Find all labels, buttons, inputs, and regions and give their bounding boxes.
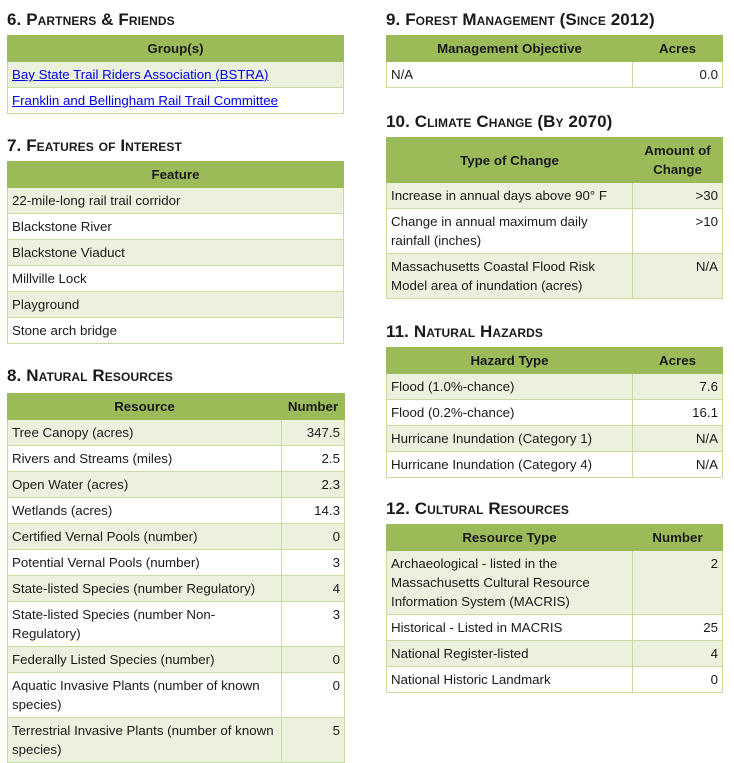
cultural-label: Historical - Listed in MACRIS: [387, 615, 633, 641]
climate-value: >10: [633, 209, 723, 254]
hazards-title: 11. Natural Hazards: [386, 322, 544, 341]
resource-header: Resource: [8, 394, 282, 420]
partners-table: [7, 35, 344, 114]
partners-header: Group(s): [8, 36, 344, 62]
forest-label: N/A: [387, 62, 633, 88]
climate-value: >30: [633, 183, 723, 209]
cultural-value: 0: [633, 667, 723, 693]
hazards-section: [386, 321, 722, 478]
resource-label: Aquatic Invasive Plants (number of known species): [8, 673, 282, 718]
table-row: [8, 420, 345, 446]
resource-value: 14.3: [282, 498, 345, 524]
table-row: [387, 641, 723, 667]
features-section: [7, 135, 344, 344]
feature-cell: Playground: [8, 292, 344, 318]
table-row: [8, 524, 345, 550]
cultural-value: 25: [633, 615, 723, 641]
table-row: [8, 446, 345, 472]
climate-label: Increase in annual days above 90° F: [387, 183, 633, 209]
climate-section: [386, 111, 722, 299]
hazard-label: Hurricane Inundation (Category 1): [387, 426, 633, 452]
table-row: [387, 209, 723, 254]
number-header: Number: [633, 525, 723, 551]
partner-link-bstra[interactable]: Bay State Trail Riders Association (BSTRA): [12, 67, 269, 82]
hazard-label: Flood (1.0%-chance): [387, 374, 633, 400]
table-row: [8, 266, 344, 292]
table-row: [8, 550, 345, 576]
partners-title: 6. Partners & Friends: [7, 10, 175, 29]
feature-cell: Blackstone River: [8, 214, 344, 240]
table-row: [8, 62, 344, 88]
table-row: [8, 292, 344, 318]
cultural-label: National Historic Landmark: [387, 667, 633, 693]
features-title: 7. Features of Interest: [7, 136, 182, 155]
feature-cell: Millville Lock: [8, 266, 344, 292]
table-row: [8, 240, 344, 266]
resource-value: 3: [282, 550, 345, 576]
table-row: [387, 62, 723, 88]
features-table: [7, 161, 344, 344]
features-header: Feature: [8, 162, 344, 188]
cultural-label: Archaeological - listed in the Massachusetts Cultural Resource Information System (MACRIS): [387, 551, 633, 615]
hazard-label: Hurricane Inundation (Category 4): [387, 452, 633, 478]
cultural-section: [386, 498, 722, 693]
number-header: Number: [282, 394, 345, 420]
acres-header: Acres: [633, 36, 723, 62]
resource-value: 5: [282, 718, 345, 763]
table-row: [8, 88, 344, 114]
objective-header: Management Objective: [387, 36, 633, 62]
resource-value: 2.5: [282, 446, 345, 472]
table-row: [387, 615, 723, 641]
resource-value: 0: [282, 524, 345, 550]
table-row: [387, 667, 723, 693]
natural-resources-table: [7, 393, 345, 763]
table-row: [387, 426, 723, 452]
cultural-table: [386, 524, 723, 693]
hazard-value: N/A: [633, 426, 723, 452]
climate-label: Massachusetts Coastal Flood Risk Model area of inundation (acres): [387, 254, 633, 299]
hazard-value: N/A: [633, 452, 723, 478]
forest-section: [386, 9, 722, 88]
partners-section: [7, 9, 344, 114]
natural-resources-section: [7, 365, 344, 763]
resource-label: State-listed Species (number Non-Regulatory): [8, 602, 282, 647]
hazards-table: [386, 347, 723, 478]
table-row: [8, 472, 345, 498]
resource-value: 0: [282, 647, 345, 673]
resource-value: 3: [282, 602, 345, 647]
table-row: [387, 254, 723, 299]
table-row: [8, 602, 345, 647]
cultural-value: 4: [633, 641, 723, 667]
resource-value: 0: [282, 673, 345, 718]
table-row: [387, 551, 723, 615]
table-row: [387, 183, 723, 209]
hazard-type-header: Hazard Type: [387, 348, 633, 374]
acres-header: Acres: [633, 348, 723, 374]
feature-cell: Blackstone Viaduct: [8, 240, 344, 266]
table-row: [8, 576, 345, 602]
table-row: [8, 318, 344, 344]
resource-label: Federally Listed Species (number): [8, 647, 282, 673]
resource-label: Tree Canopy (acres): [8, 420, 282, 446]
amount-header: Amount of Change: [633, 138, 723, 183]
hazard-label: Flood (0.2%-chance): [387, 400, 633, 426]
resource-label: Potential Vernal Pools (number): [8, 550, 282, 576]
resource-label: Rivers and Streams (miles): [8, 446, 282, 472]
forest-table: [386, 35, 723, 88]
change-type-header: Type of Change: [387, 138, 633, 183]
climate-title: 10. Climate Change (By 2070): [386, 112, 613, 131]
resource-value: 347.5: [282, 420, 345, 446]
table-row: [387, 400, 723, 426]
forest-title: 9. Forest Management (Since 2012): [386, 10, 655, 29]
table-row: [8, 214, 344, 240]
table-row: [387, 374, 723, 400]
table-row: [387, 452, 723, 478]
feature-cell: 22-mile-long rail trail corridor: [8, 188, 344, 214]
resource-value: 4: [282, 576, 345, 602]
hazard-value: 7.6: [633, 374, 723, 400]
table-row: [8, 647, 345, 673]
resource-label: State-listed Species (number Regulatory): [8, 576, 282, 602]
climate-table: [386, 137, 723, 299]
cultural-label: National Register-listed: [387, 641, 633, 667]
table-row: [8, 498, 345, 524]
forest-value: 0.0: [633, 62, 723, 88]
resource-label: Wetlands (acres): [8, 498, 282, 524]
resource-type-header: Resource Type: [387, 525, 633, 551]
feature-cell: Stone arch bridge: [8, 318, 344, 344]
resource-label: Certified Vernal Pools (number): [8, 524, 282, 550]
cultural-value: 2: [633, 551, 723, 615]
hazard-value: 16.1: [633, 400, 723, 426]
cultural-title: 12. Cultural Resources: [386, 499, 569, 518]
table-row: [8, 673, 345, 718]
resource-label: Open Water (acres): [8, 472, 282, 498]
natural-resources-title: 8. Natural Resources: [7, 366, 173, 385]
table-row: [8, 188, 344, 214]
resource-label: Terrestrial Invasive Plants (number of known species): [8, 718, 282, 763]
partner-link-franklin-bellingham[interactable]: Franklin and Bellingham Rail Trail Committee: [12, 93, 279, 108]
climate-label: Change in annual maximum daily rainfall (inches): [387, 209, 633, 254]
climate-value: N/A: [633, 254, 723, 299]
resource-value: 2.3: [282, 472, 345, 498]
